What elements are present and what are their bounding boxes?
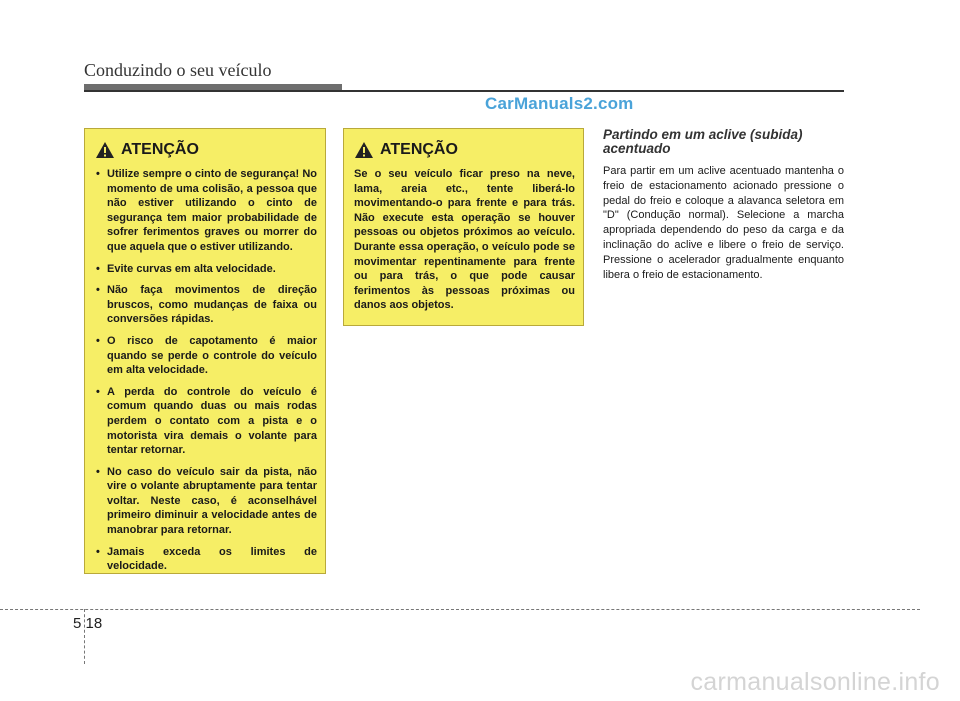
warning-title: ATENÇÃO: [121, 141, 199, 158]
page-header-title: Conduzindo o seu veículo: [84, 60, 272, 80]
page-number: 5 18: [73, 615, 103, 632]
footer-dashed-rule: [0, 609, 920, 610]
warning-text: Se o seu veículo ficar preso na neve, lama, areia etc., tente liberá-lo movimentando-o para frente e para trás. Não execute esta operação se houver pessoas ou objetos próximos ao veículo. Durante essa operação, o veículo pode se movimentar repentinamente para frente ou para trás, o que pode causar ferimentos às pessoas próximas ou danos aos objetos.: [354, 168, 575, 312]
warning-item: • O risco de capotamento é maior quando se perde o controle do veículo em alta velocidade.: [95, 334, 317, 378]
warning-title: ATENÇÃO: [380, 141, 458, 158]
warning-header: [95, 141, 317, 159]
warning-list: [95, 167, 317, 574]
warning-triangle-icon: [95, 141, 115, 159]
section-title: Partindo em um aclive (subida) acentuado: [603, 127, 803, 156]
warning-item: • No caso do veículo sair da pista, não vire o volante abruptamente para tentar voltar. Neste caso, é aconselhável primeiro diminuir a velocidade antes de manobrar para retornar.: [95, 465, 317, 538]
section-body: Para partir em um aclive acentuado mantenha o freio de estacionamento acionado pressione o pedal do freio e coloque a alavanca seletora em "D" (Condução normal). Selecione a marcha apropriada dependendo do peso da carga e da inclinação do aclive e libere o freio de serviço. Pressione o acelerador gradualmente enquanto libera o freio de estacionamento.: [603, 165, 844, 281]
watermark-bottom: carmanualsonline.info: [690, 668, 940, 696]
watermark-top: CarManuals2.com: [485, 94, 634, 113]
warning-item: • Jamais exceda os limites de velocidade.: [95, 545, 317, 574]
warning-item: • Não faça movimentos de direção bruscos, como mudanças de faixa ou conversões rápidas.: [95, 283, 317, 327]
warning-item: • A perda do controle do veículo é comum quando duas ou mais rodas perdem o contato com a pista e o motorista vira demais o volante para tentar retornar.: [95, 385, 317, 458]
warning-box-middle: [343, 128, 584, 326]
warning-box-left: [84, 128, 326, 574]
warning-item: • Evite curvas em alta velocidade.: [95, 262, 317, 277]
warning-item: • Utilize sempre o cinto de segurança! No momento de uma colisão, a pessoa que não estiver utilizando o cinto de segurança tem maior probabilidade de sofrer ferimentos graves ou morrer do que aquela que o estiver utilizando.: [95, 167, 317, 255]
header-rule: [84, 90, 844, 92]
warning-triangle-icon: [354, 141, 374, 159]
warning-header: [354, 141, 575, 159]
section-column: [603, 128, 844, 282]
